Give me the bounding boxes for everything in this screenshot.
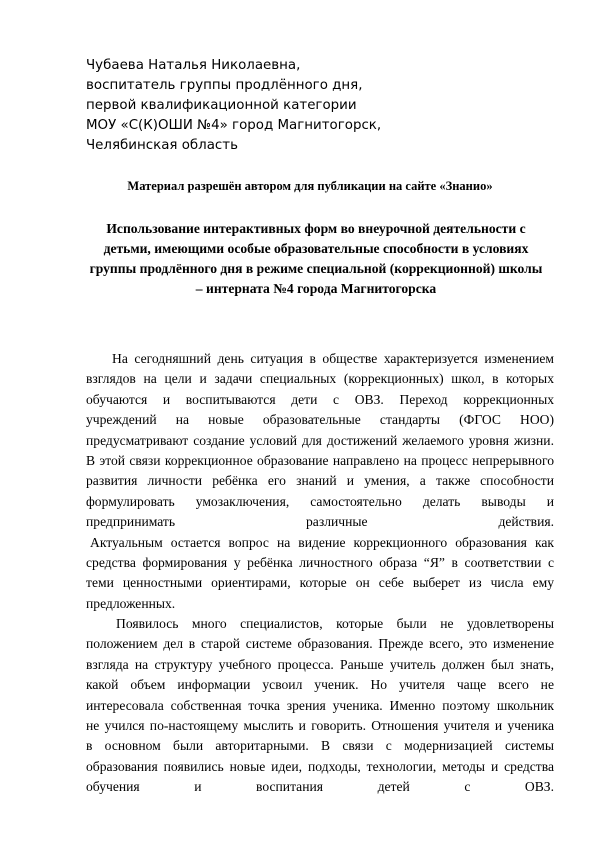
- body-line: средства формирования у ребёнка личностного образа “Я” в соответствии с: [86, 554, 554, 570]
- body-line: какой объем информации усвоил ученик. Но учителя чаще всего не: [86, 677, 554, 693]
- body-line: В этой связи коррекционное образование направлено на процесс непрерывного: [86, 452, 554, 468]
- article-body: [86, 349, 554, 798]
- author-info: [86, 56, 526, 156]
- article-title: [86, 219, 546, 299]
- author-position: воспитатель группы продлённого дня,: [86, 78, 363, 93]
- title-line: группы продлённого дня в режиме специальной (коррекционной) школы: [89, 261, 543, 276]
- body-line: взглядов на цели и задачи специальных (коррекционных) школ, в которых: [86, 371, 554, 387]
- title-line: Использование интерактивных форм во внеурочной деятельности с: [106, 221, 526, 236]
- body-line: положением дел в старой системе образования. Прежде всего, это изменение: [86, 636, 554, 652]
- body-line: учреждений на новые образовательные стандарты (ФГОС НОО): [86, 412, 554, 428]
- body-line: теми ценностными ориентирами, которые он себе выберет из числа ему: [86, 575, 554, 591]
- title-line: детьми, имеющими особые образовательные способности в условиях: [103, 241, 529, 256]
- body-line: предложенных.: [86, 595, 176, 611]
- body-line: Актуальным остается вопрос на видение коррекционного образования как: [90, 534, 554, 550]
- author-name: Чубаева Наталья Николаевна,: [86, 58, 301, 73]
- body-line: формулировать умозаключения, самостоятельно делать выводы и: [86, 493, 554, 509]
- body-line: взгляда на структуру учебного процесса. Раньше учитель должен был знать,: [86, 656, 554, 672]
- body-line: предпринимать различные действия.: [86, 514, 554, 530]
- permission-note: Материал разрешён автором для публикации на сайте «Знанио»: [127, 179, 493, 193]
- author-category: первой квалификационной категории: [86, 98, 357, 113]
- author-region: Челябинская область: [86, 138, 238, 153]
- body-line: предусматривают создание условий для достижений желаемого уровня жизни.: [86, 432, 554, 448]
- body-line: обучения и воспитания детей с ОВЗ.: [86, 779, 554, 795]
- author-school: МОУ «С(К)ОШИ №4» город Магнитогорск,: [86, 118, 382, 133]
- body-line: развития личности ребёнка его знаний и умения, а также способности: [86, 473, 554, 489]
- body-line: интересовала собственная точка зрения ученика. Именно поэтому школьник: [86, 697, 554, 713]
- body-line: На сегодняшний день ситуация в обществе характеризуется изменением: [112, 351, 554, 366]
- body-line: не учился по-настоящему мыслить и говорить. Отношения учителя и ученика: [86, 718, 554, 734]
- title-line: – интерната №4 города Магнитогорска: [195, 281, 437, 296]
- body-line: Появилось много специалистов, которые были не удовлетворены: [116, 616, 554, 632]
- body-line: в основном были авторитарными. В связи с модернизацией системы: [86, 738, 554, 754]
- body-line: обучаются и воспитываются дети с ОВЗ. Переход коррекционных: [86, 391, 554, 407]
- body-line: образования появились новые идеи, подходы, технологии, методы и средства: [86, 758, 554, 774]
